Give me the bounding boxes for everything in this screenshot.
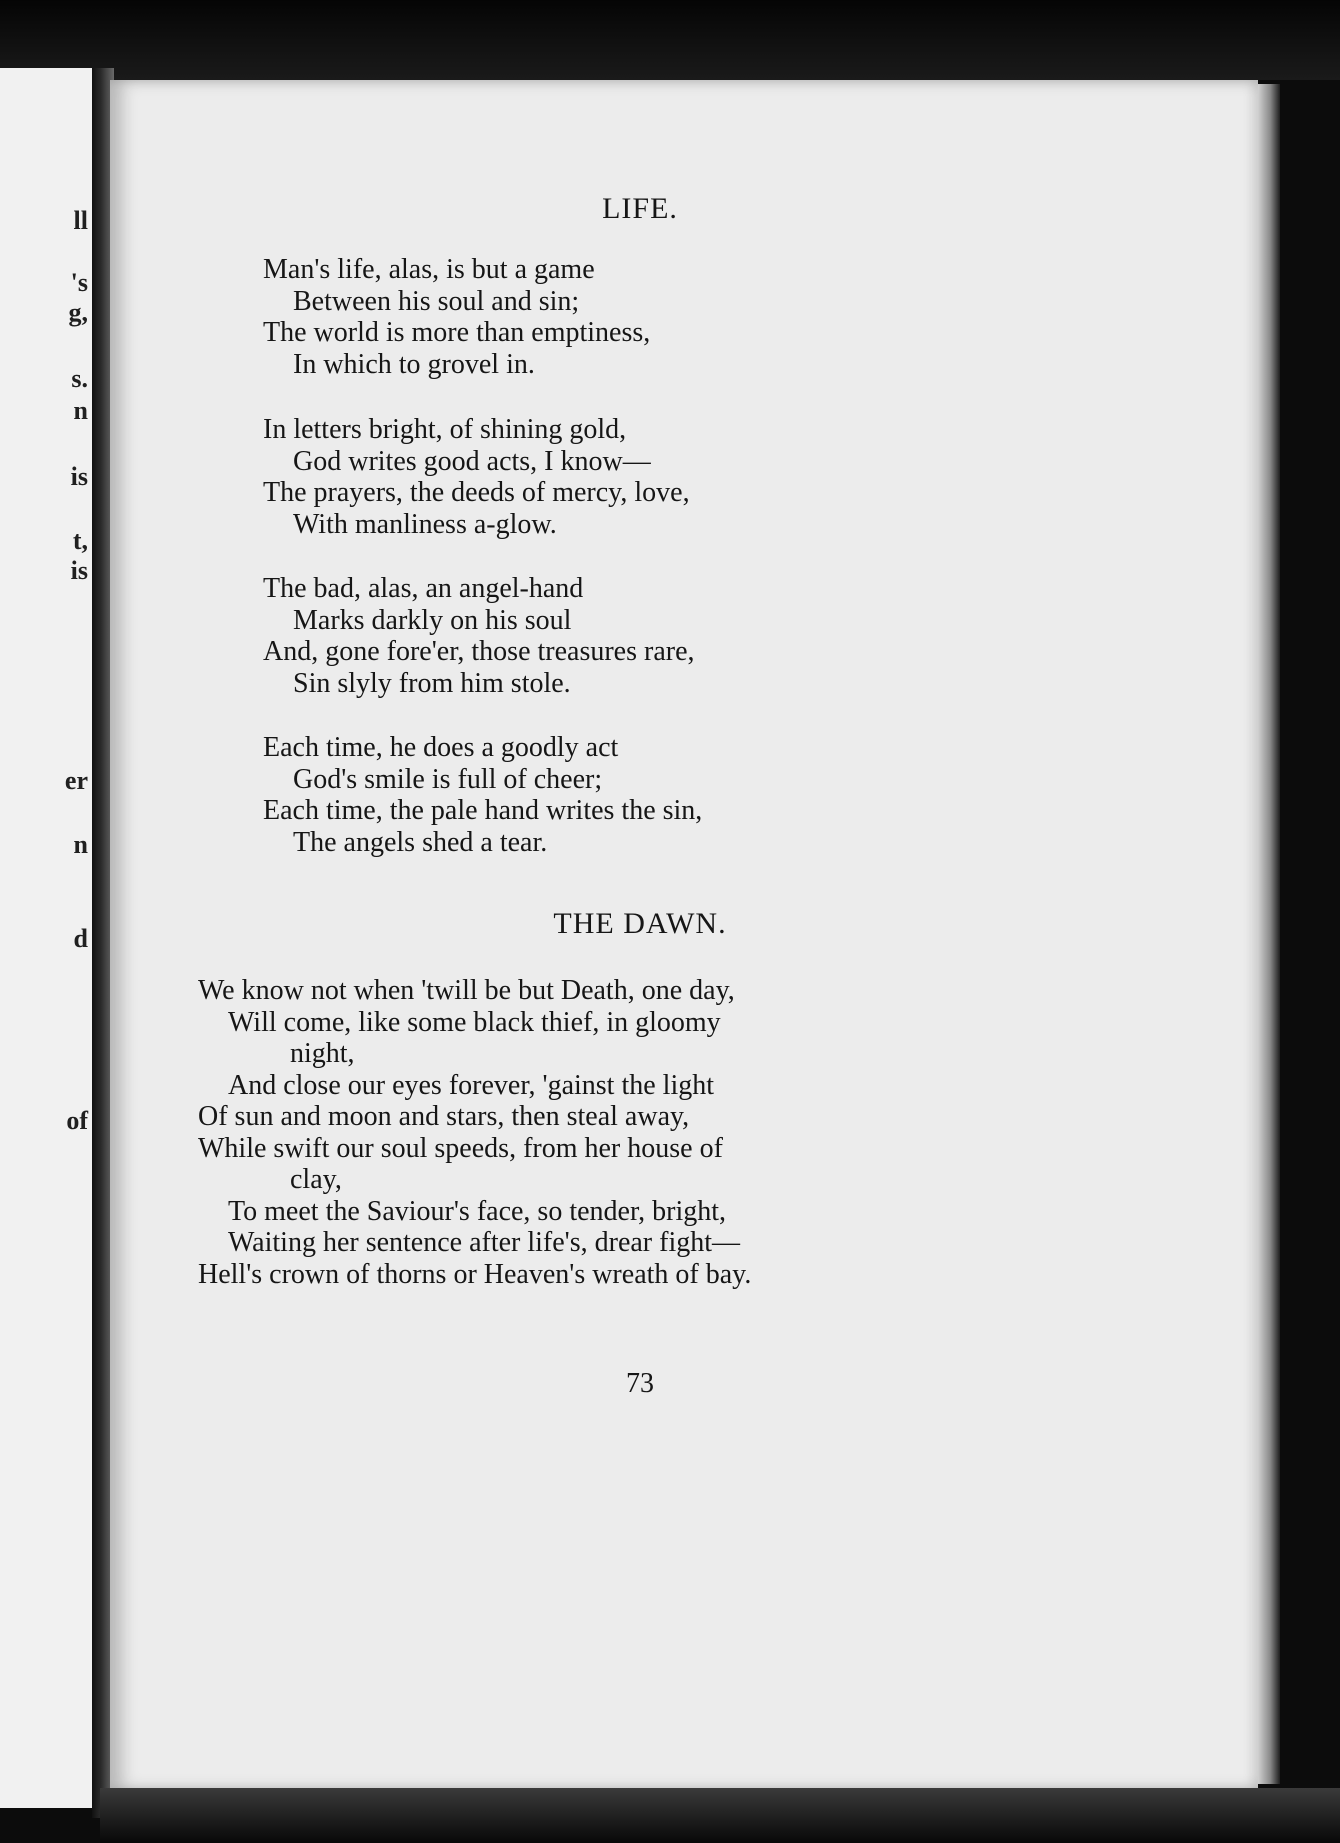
- life-stanza-2: [263, 414, 690, 540]
- verse-line: night,: [290, 1038, 355, 1069]
- dawn-sonnet: [198, 975, 888, 1290]
- verse-line: Each time, he does a goodly act: [263, 732, 619, 763]
- poem-title-dawn: THE DAWN.: [553, 907, 727, 940]
- verse-line: And, gone fore'er, those treasures rare,: [263, 636, 695, 667]
- verse-line: Sin slyly from him stole.: [293, 667, 571, 699]
- verse-line: Marks darkly on his soul: [293, 604, 572, 636]
- verse-line: Man's life, alas, is but a game: [263, 254, 595, 285]
- verse-line: In which to grovel in.: [293, 348, 535, 380]
- verse-line: In letters bright, of shining gold,: [263, 414, 627, 445]
- life-stanza-1: [263, 254, 650, 380]
- poem-title-life: LIFE.: [602, 192, 678, 225]
- verse-line: We know not when 'twill be but Death, one day,: [198, 975, 735, 1006]
- verse-line: Of sun and moon and stars, then steal away,: [198, 1101, 690, 1132]
- left-page-fragment: is: [70, 556, 88, 585]
- verse-line: Each time, the pale hand writes the sin,: [263, 795, 703, 826]
- verse-line: The bad, alas, an angel-hand: [263, 573, 584, 604]
- scan-backdrop-top: [0, 0, 1340, 80]
- left-page-fragment: ll: [73, 206, 88, 235]
- verse-line: Waiting her sentence after life's, drear fight—: [228, 1227, 741, 1258]
- left-page-fragment: n: [73, 830, 88, 859]
- verse-line: God writes good acts, I know—: [293, 445, 651, 477]
- verse-line: The world is more than emptiness,: [263, 317, 651, 348]
- verse-line: The prayers, the deeds of mercy, love,: [263, 477, 690, 508]
- verse-line: God's smile is full of cheer;: [293, 763, 603, 795]
- verse-line: clay,: [290, 1164, 342, 1195]
- left-page-fragment: d: [73, 924, 88, 953]
- life-stanza-4: [263, 732, 702, 858]
- page-right-edge: [1258, 84, 1280, 1784]
- left-page-fragment: er: [64, 766, 88, 795]
- verse-line: While swift our soul speeds, from her house of: [198, 1132, 723, 1164]
- book-page: [110, 80, 1258, 1790]
- scan-backdrop-bottom: [100, 1788, 1340, 1843]
- verse-line: To meet the Saviour's face, so tender, bright,: [228, 1195, 727, 1227]
- verse-line: And close our eyes forever, 'gainst the light: [228, 1069, 715, 1101]
- page-number: 73: [626, 1368, 654, 1399]
- life-stanza-3: [263, 573, 695, 699]
- verse-line: Hell's crown of thorns or Heaven's wreath of bay.: [198, 1258, 752, 1290]
- left-page-fragment: s.: [71, 364, 88, 393]
- left-page-fragment: 's: [70, 268, 88, 297]
- previous-page-edge: [0, 68, 96, 1808]
- verse-line: The angels shed a tear.: [293, 826, 548, 858]
- left-page-fragment: g,: [68, 298, 88, 327]
- left-page-fragment: of: [66, 1106, 88, 1135]
- verse-line: Between his soul and sin;: [293, 285, 580, 317]
- verse-line: Will come, like some black thief, in gloomy: [228, 1006, 721, 1038]
- left-page-fragment: n: [73, 396, 88, 425]
- verse-line: With manliness a-glow.: [293, 508, 557, 540]
- left-page-fragment: is: [70, 462, 88, 491]
- left-page-fragment: t,: [72, 526, 88, 555]
